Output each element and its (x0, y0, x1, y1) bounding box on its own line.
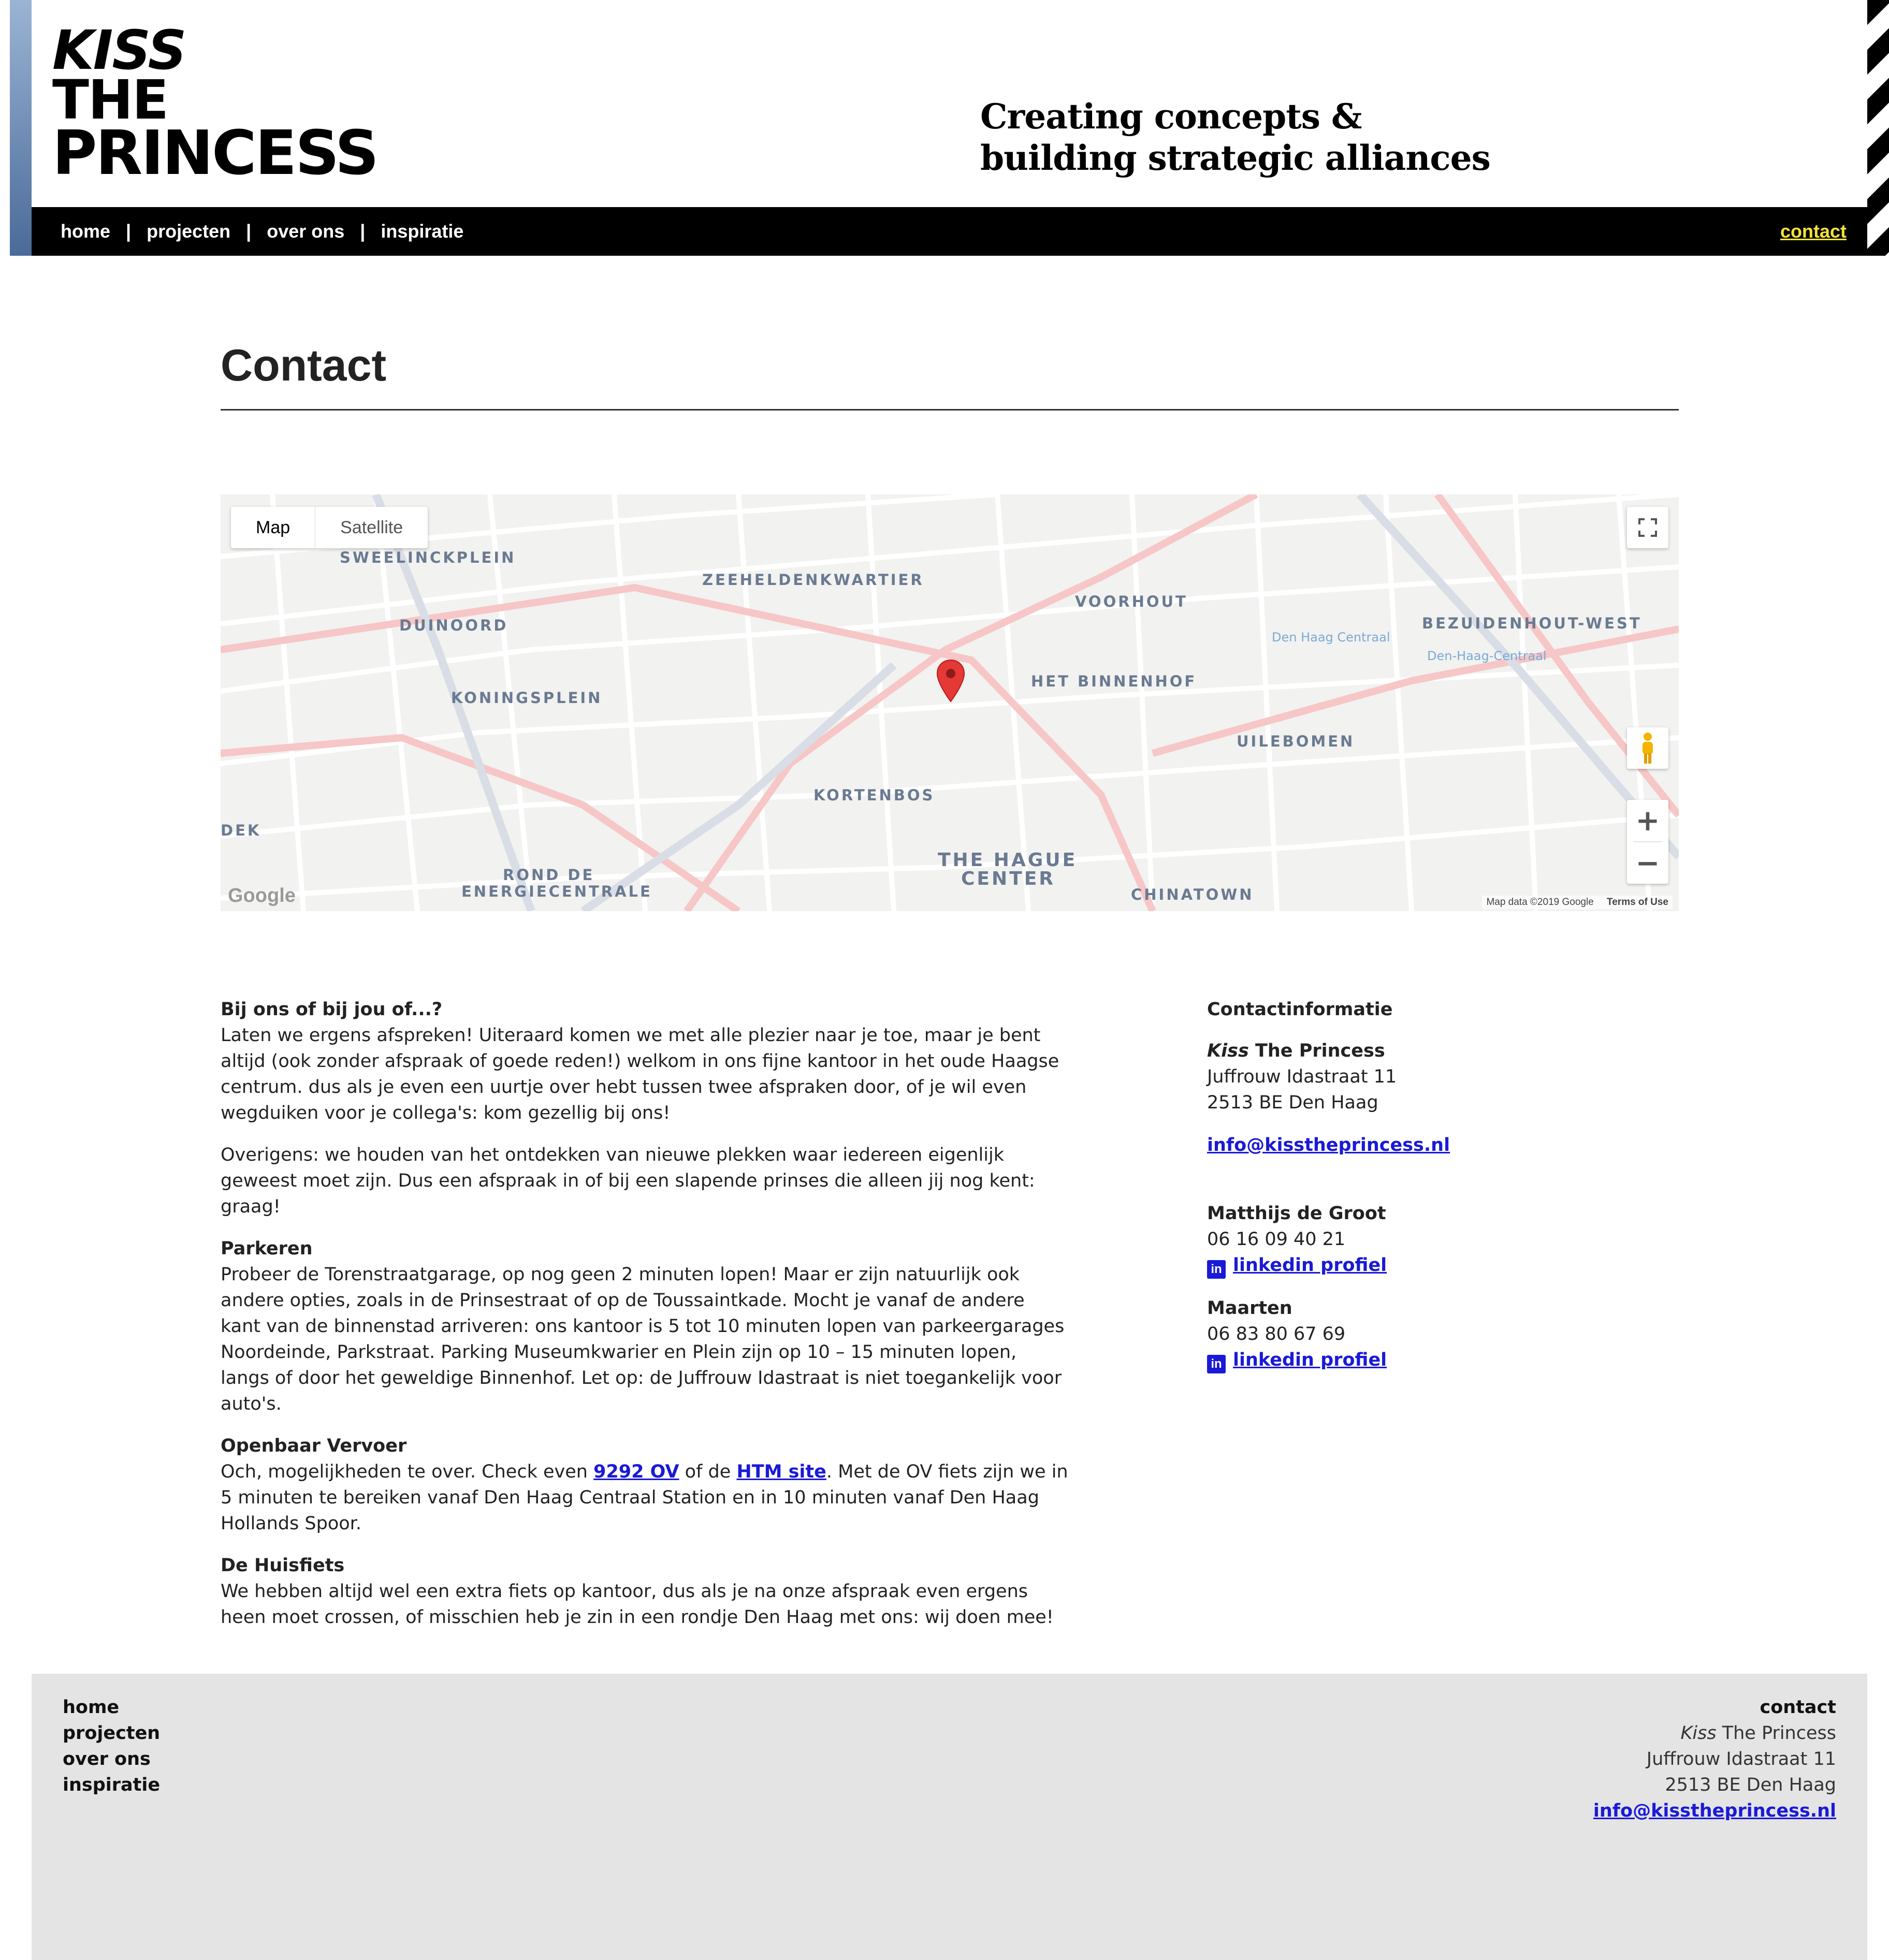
linkedin-link[interactable]: linkedin profiel (1233, 1350, 1387, 1370)
company-name: Kiss The Princess (1207, 1041, 1385, 1061)
google-logo[interactable]: Google (228, 885, 296, 906)
site-header (32, 0, 1867, 207)
main-nav (32, 207, 1867, 256)
footer-nav-over-ons[interactable]: over ons (63, 1749, 151, 1769)
person-phone: 06 83 80 67 69 (1207, 1324, 1346, 1344)
zoom-out-button[interactable]: − (1635, 846, 1660, 880)
nav-separator: | (246, 221, 252, 242)
footer-contact-heading[interactable]: contact (1760, 1697, 1836, 1718)
map-label: ENERGIECENTRALE (461, 883, 652, 900)
terms-of-use-link[interactable]: Terms of Use (1607, 897, 1668, 908)
section-title: Bij ons of bij jou of...? (221, 999, 443, 1020)
person-card (1207, 1201, 1621, 1279)
person-name: Maarten (1207, 1298, 1292, 1319)
section-text: Och, mogelijkheden te over. Check even (221, 1461, 594, 1482)
link-htm-site[interactable]: HTM site (736, 1461, 826, 1482)
page-heading-area (221, 337, 1679, 394)
decorative-zebra-strip (1867, 0, 1889, 256)
section-text: Laten we ergens afspreken! Uiteraard komen we met alle plezier naar je toe, maar je bent altijd (ook zonder afspraak of goede reden!) welkom in ons fijne kantoor in het oude Haagse centrum. dus als je even een uurtje over hebt tussen twee afspraken door, of je wil even wegduiken voor je collega's: kom gezellig bij ons! (221, 1025, 1059, 1123)
logo-line-3: PRINCESS (52, 117, 377, 189)
map-label: DUINOORD (399, 617, 508, 634)
map-label: SWEELINCKPLEIN (340, 549, 516, 566)
map-label: CHINATOWN (1131, 886, 1254, 903)
tagline-line-1: Creating concepts & (980, 96, 1362, 137)
logo-line-2: THE (52, 68, 168, 131)
section-text: of de (679, 1461, 737, 1482)
map-label: KORTENBOS (813, 786, 935, 804)
linkedin-icon[interactable]: in (1207, 1260, 1226, 1279)
site-footer (32, 1674, 1867, 1960)
map-label: VOORHOUT (1075, 593, 1188, 610)
contact-heading: Contactinformatie (1207, 999, 1393, 1020)
section-title: De Huisfiets (221, 1555, 345, 1576)
footer-email-link[interactable]: info@kisstheprincess.nl (1593, 1801, 1836, 1821)
google-map[interactable] (221, 494, 1679, 911)
map-type-map-button[interactable]: Map (256, 518, 290, 537)
map-label: CENTER (961, 868, 1056, 889)
decorative-gradient-strip (10, 0, 32, 256)
footer-nav-home[interactable]: home (63, 1697, 120, 1718)
address-city: 2513 BE Den Haag (1207, 1092, 1378, 1113)
map-label: DEK (221, 822, 261, 839)
person-phone: 06 16 09 40 21 (1207, 1229, 1346, 1250)
nav-item-home[interactable]: home (61, 221, 111, 242)
nav-separator: | (360, 221, 366, 242)
section-visit (221, 997, 1070, 1126)
footer-company-name: Kiss The Princess (1680, 1723, 1836, 1744)
map-label: Den-Haag-Centraal (1427, 649, 1547, 663)
nav-separator: | (126, 221, 132, 242)
link-9292-ov[interactable]: 9292 OV (593, 1461, 679, 1482)
section-text: . Met de OV fiets zijn we in 5 minuten te bereiken vanaf Den Haag Centraal Station en in 10 minuten vanaf Den Haag Hollands Spoor. (221, 1461, 1068, 1534)
footer-nav (63, 1694, 160, 1798)
zoom-control (1627, 800, 1668, 884)
map-label: ZEEHELDENKWARTIER (702, 571, 924, 589)
fullscreen-button[interactable] (1627, 507, 1668, 548)
map-type-control (231, 507, 428, 548)
title-divider (221, 409, 1679, 411)
person-name: Matthijs de Groot (1207, 1203, 1386, 1224)
map-type-satellite-button[interactable]: Satellite (315, 507, 428, 548)
map-label: THE HAGUE (938, 850, 1078, 871)
section-title: Parkeren (221, 1238, 313, 1259)
section-text: Probeer de Torenstraatgarage, op nog geen 2 minuten lopen! Maar er zijn natuurlijk ook andere opties, zoals in de Prinsestraat of op de Toussaintkade. Mocht je vanaf de andere kant van de binnenstad arriveren: ons kantoor is 5 tot 10 minuten lopen van parkeergarages Noordeinde, Parkstraat. Parking Museumkwarier en Plein zijn op 10 – 15 minuten lopen, langs of door het geweldige Binnenhof. Let op: de Juffrouw Idastraat is niet toegankelijk voor auto's. (221, 1264, 1065, 1414)
linkedin-icon[interactable]: in (1207, 1355, 1226, 1373)
section-text: Overigens: we houden van het ontdekken van nieuwe plekken waar iedereen eigenlijk geweest moet zijn. Dus een afspraak in of bij een slapende prinses die alleen jij nog kent: graag! (221, 1145, 1035, 1217)
company-address (1207, 1038, 1621, 1116)
address-street: Juffrouw Idastraat 11 (1207, 1066, 1397, 1087)
nav-item-projecten[interactable]: projecten (147, 221, 231, 242)
footer-contact (1593, 1694, 1836, 1824)
section-title: Openbaar Vervoer (221, 1436, 407, 1456)
map-label: Den Haag Centraal (1272, 630, 1390, 645)
map-attribution (1482, 896, 1673, 909)
map-label: UILEBOMEN (1237, 733, 1355, 750)
contact-info (1207, 997, 1621, 1390)
street-view-pegman[interactable] (1627, 727, 1668, 769)
person-card (1207, 1295, 1621, 1373)
section-public-transport (221, 1433, 1070, 1537)
map-label: KONINGSPLEIN (451, 689, 603, 707)
nav-item-over-ons[interactable]: over ons (267, 221, 345, 242)
zoom-in-button[interactable]: + (1635, 803, 1660, 838)
section-text: We hebben altijd wel een extra fiets op kantoor, dus als je na onze afspraak even ergens heen moet crossen, of misschien heb je zin in een rondje Den Haag met ons: wij doen mee! (221, 1581, 1054, 1628)
fullscreen-icon (1637, 517, 1658, 538)
section-note (221, 1142, 1070, 1220)
contact-body-text (221, 997, 1070, 1646)
logo[interactable] (52, 19, 377, 189)
footer-nav-projecten[interactable]: projecten (63, 1723, 161, 1744)
map-label: ROND DE (503, 866, 595, 884)
logo-line-1: KISS (52, 19, 186, 82)
page-title: Contact (221, 341, 387, 390)
footer-city: 2513 BE Den Haag (1665, 1775, 1836, 1795)
tagline-line-2: building strategic alliances (980, 138, 1490, 178)
footer-nav-inspiratie[interactable]: inspiratie (63, 1775, 161, 1795)
pegman-icon (1637, 732, 1658, 765)
linkedin-link[interactable]: linkedin profiel (1233, 1255, 1387, 1276)
location-pin-icon[interactable] (936, 659, 965, 703)
nav-item-contact[interactable]: contact (1780, 221, 1847, 242)
map-label: HET BINNENHOF (1031, 672, 1197, 690)
footer-street: Juffrouw Idastraat 11 (1646, 1749, 1836, 1769)
email-link[interactable]: info@kisstheprincess.nl (1207, 1135, 1450, 1155)
section-parking (221, 1236, 1070, 1417)
map-label: BEZUIDENHOUT-WEST (1422, 615, 1642, 632)
section-bike (221, 1553, 1070, 1630)
map-data-text: Map data ©2019 Google (1486, 897, 1594, 908)
nav-item-inspiratie[interactable]: inspiratie (381, 221, 464, 242)
tagline (980, 96, 1490, 179)
